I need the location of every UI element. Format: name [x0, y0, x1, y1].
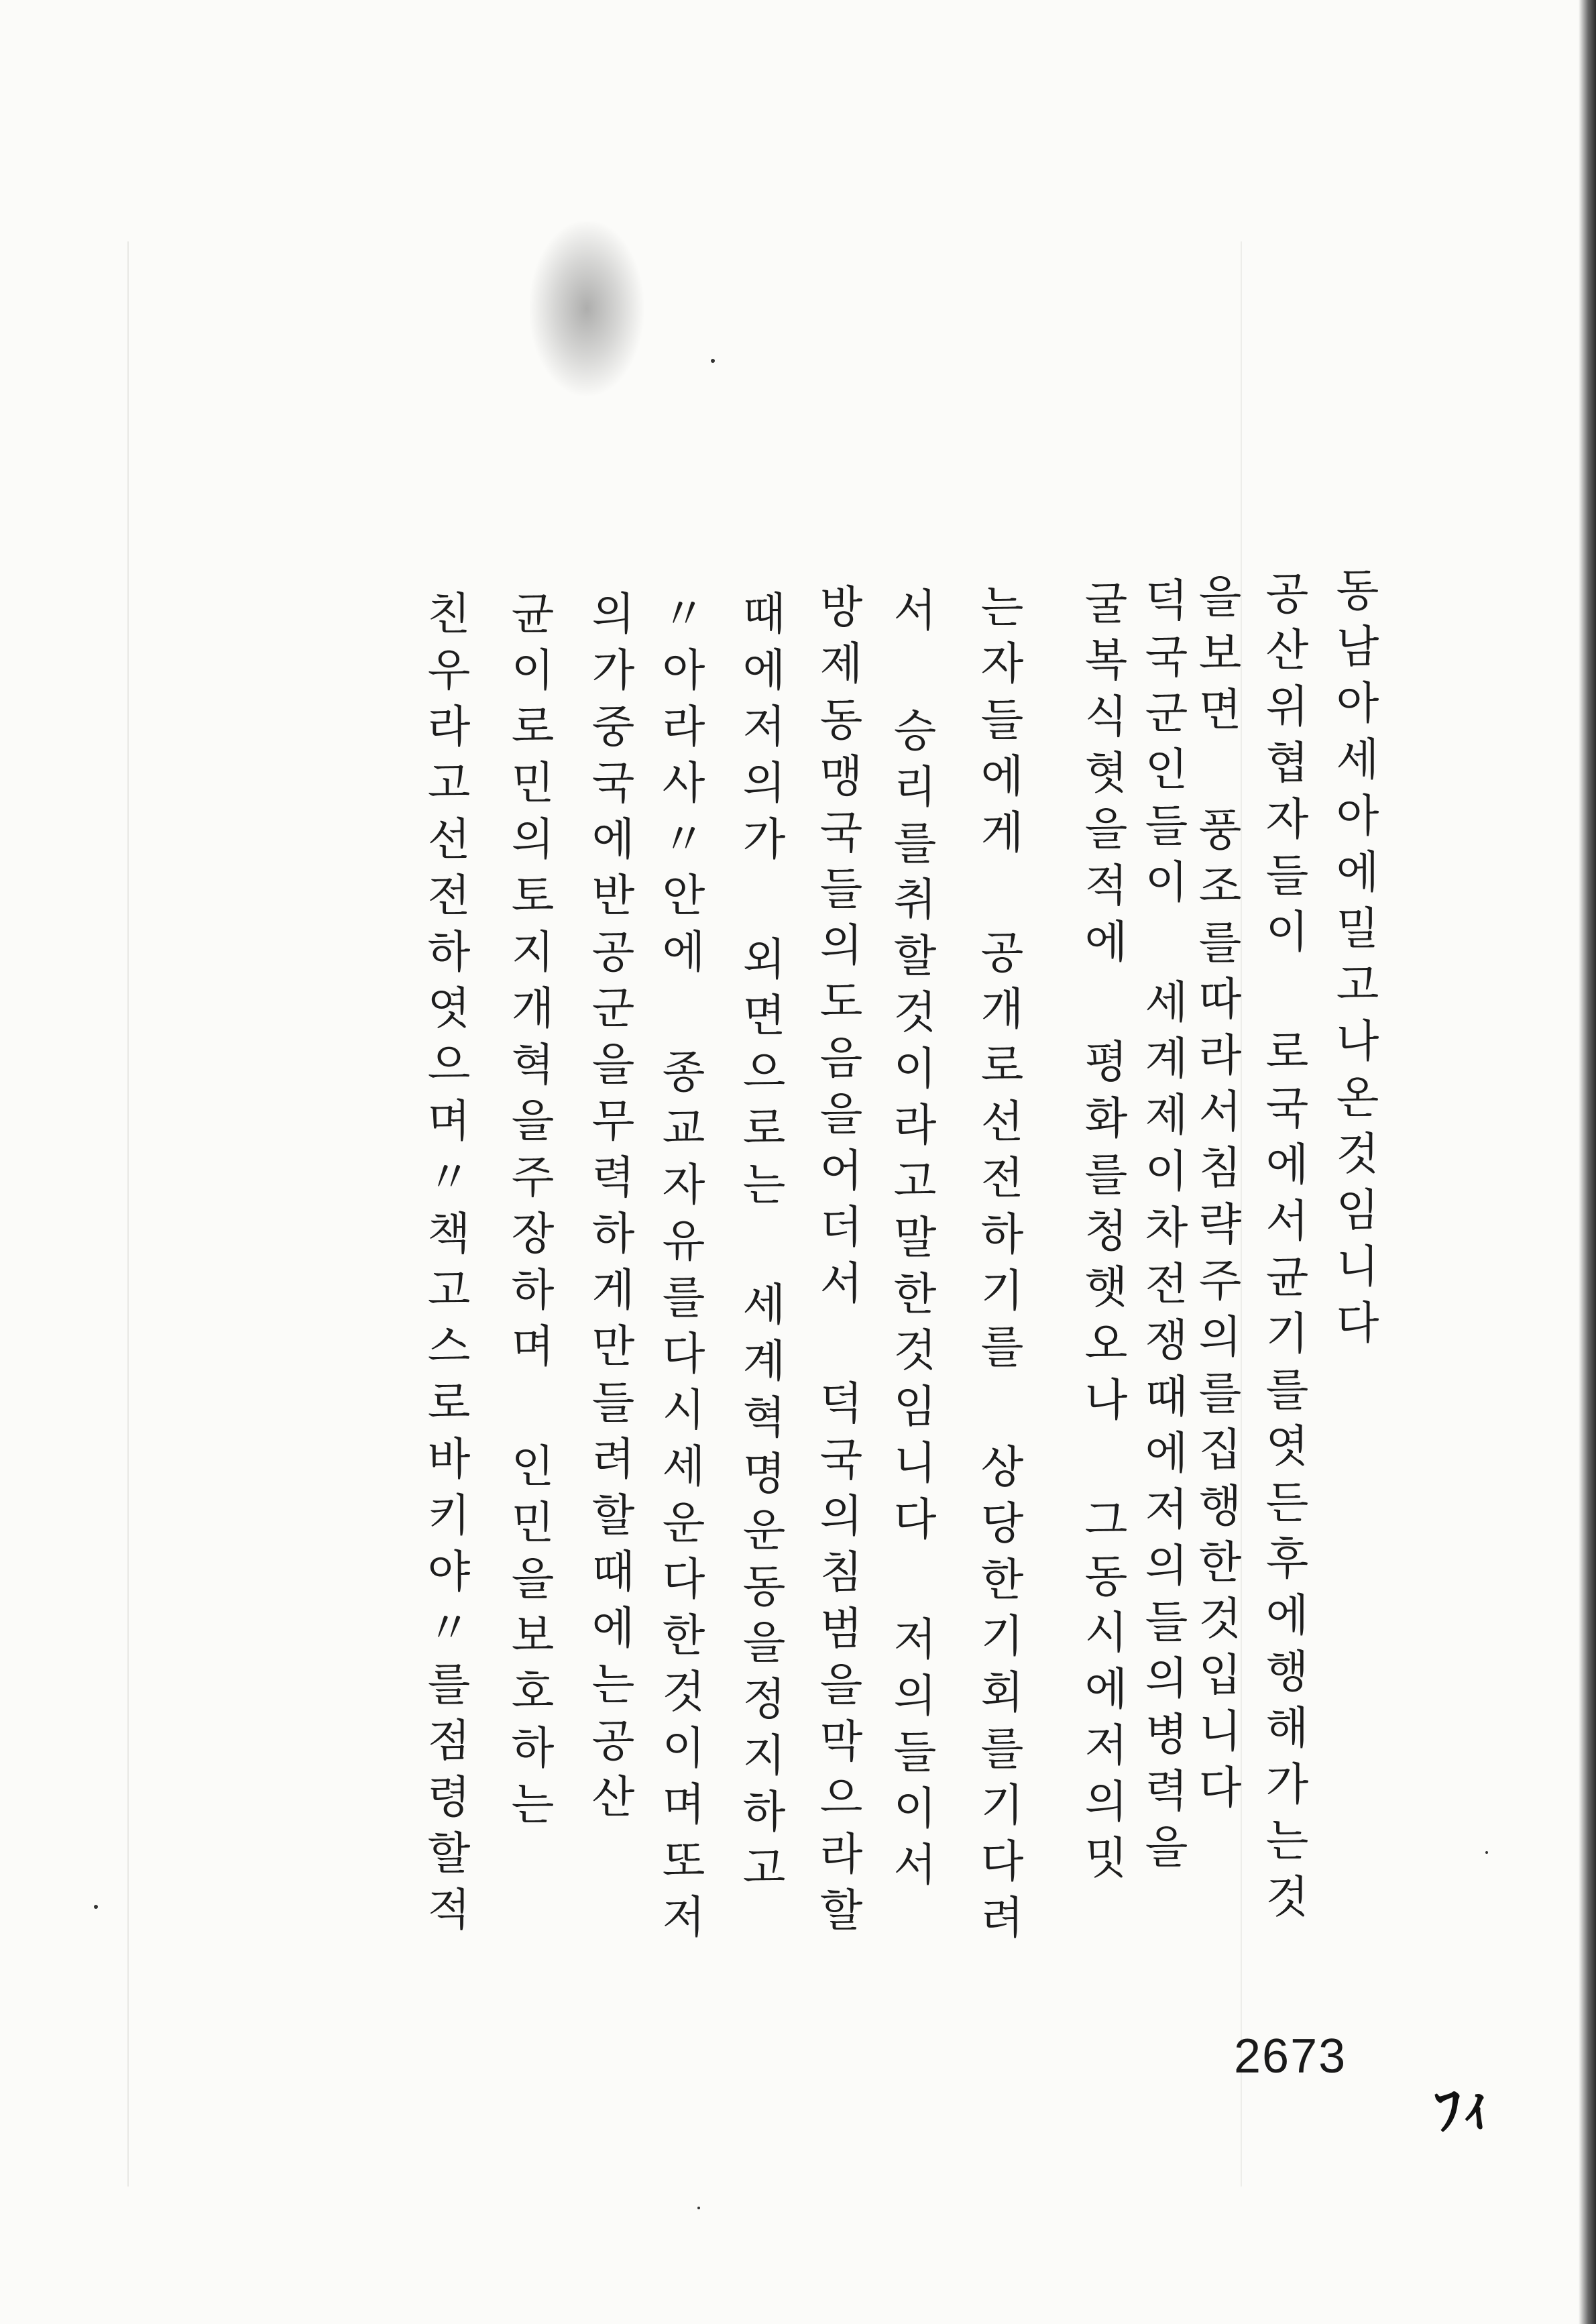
text-column-5: 굴복식혓을적에 평화를청햇오나 그동시에저의밋 — [1076, 580, 1128, 1891]
page-number: 2673 — [1234, 2030, 1347, 2083]
text-column-10: 〃아라사〃안에 종교자유를다시세운다한것이며또저 — [654, 590, 705, 1950]
text-column-4: 덕국군인들이 세계제이차전쟁때에저의들의병력을 — [1137, 577, 1188, 1880]
text-column-8: 방제동맹국들의도음을어더서 덕국의침범을막으라할 — [811, 584, 863, 1943]
text-column-7: 서 승리를취할것이라고말한것임니다 저의들이서 — [885, 587, 937, 1897]
text-column-2: 공산위협자들이 로국에서균기를엿든후에행해가는것 — [1257, 570, 1309, 1930]
corner-handwritten-mark: ﾌｨ — [1431, 2073, 1494, 2144]
text-column-12: 균이로민의토지개혁을주장하며 인민을보호하는 — [503, 590, 555, 1837]
text-column-9: 때에저의가 외면으로는 세계혁명운동을정지하고 — [734, 590, 786, 1901]
text-column-6: 는자들에게 공개로선전하기를 상당한기회를기다려 — [972, 584, 1024, 1950]
text-column-1: 동남아세아에밀고나온것임니다 — [1328, 567, 1379, 1355]
text-column-11: 의가중국에반공군을무력하게만들려할때에는공산 — [583, 590, 635, 1830]
text-column-3: 을보면 풍조를따라서침략주의를집행한것입니다 — [1190, 573, 1242, 1820]
text-column-13: 친우라고선전하엿으며〃책고스로바키야〃를점령할적 — [419, 590, 471, 1942]
